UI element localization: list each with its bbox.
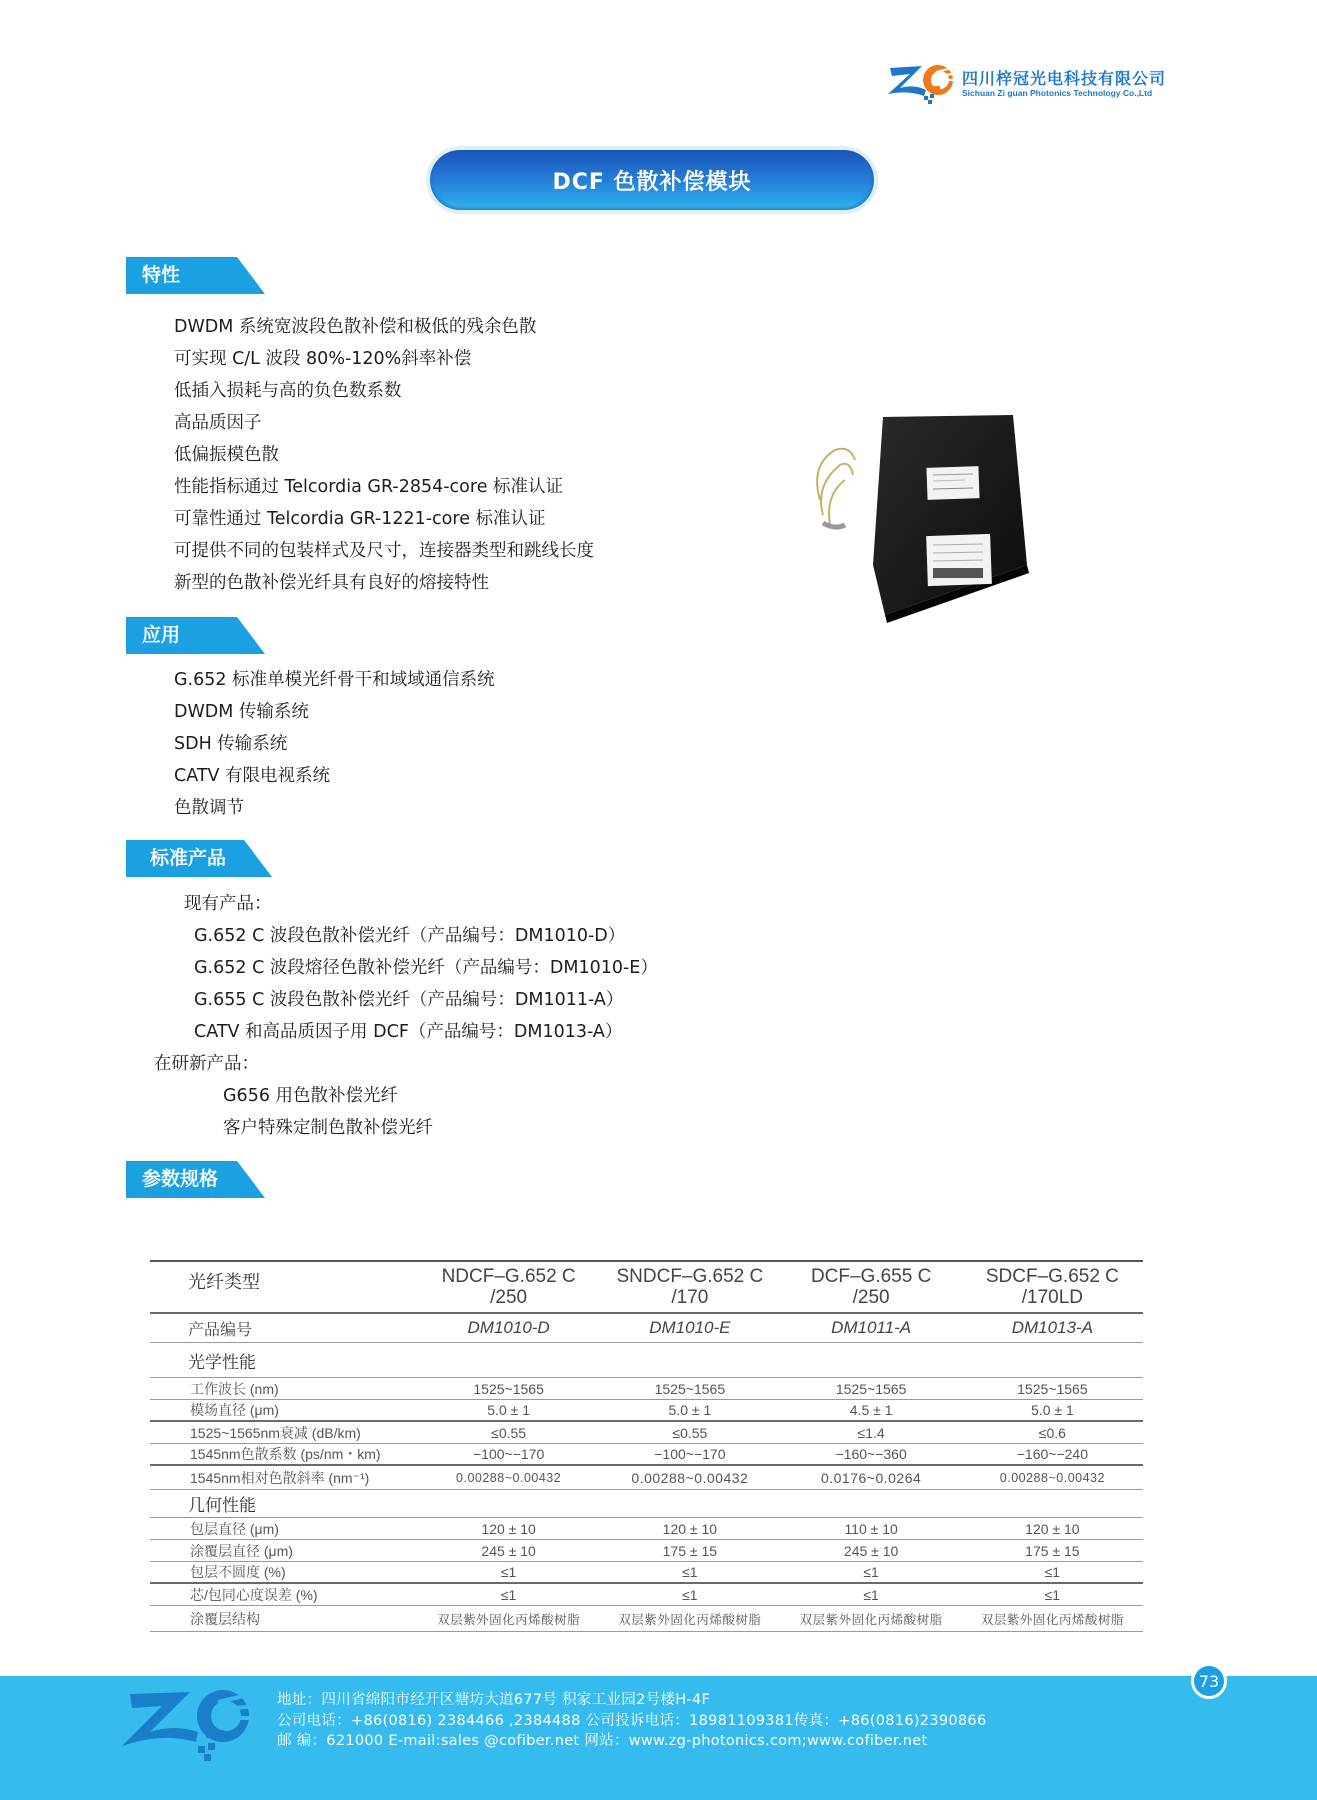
page-title-banner xyxy=(426,146,878,214)
list-item: 可靠性通过 Telcordia GR-1221-core 标准认证 xyxy=(174,509,546,529)
contact-info xyxy=(277,1690,986,1752)
list-item: 高品质因子 xyxy=(174,413,262,433)
table-row: 模场直径 (μm) 5.0 ± 1 5.0 ± 1 4.5 ± 1 5.0 ± 1 xyxy=(150,1400,1143,1422)
table-row: 涂覆层结构 双层紫外固化丙烯酸树脂 双层紫外固化丙烯酸树脂 双层紫外固化丙烯酸树脂 双层紫外固化丙烯酸树脂 xyxy=(150,1606,1143,1632)
list-item: 可实现 C/L 波段 80%-120%斜率补偿 xyxy=(174,349,472,369)
table-header-row xyxy=(150,1262,1143,1314)
list-item: G.652 标准单模光纤骨干和域域通信系统 xyxy=(174,670,495,690)
zg-footer-logo-icon xyxy=(118,1686,258,1766)
address-text: 地址：四川省绵阳市经开区塘坊大道677号 积家工业园2号楼H-4F xyxy=(277,1692,711,1708)
page-number-badge: 73 xyxy=(1191,1663,1227,1699)
list-item: G.652 C 波段熔径色散补偿光纤（产品编号：DM1010-E） xyxy=(194,958,658,978)
list-item: 客户特殊定制色散补偿光纤 xyxy=(223,1118,433,1138)
phone-text: 公司电话：+86(0816) 2384466 ,2384488 公司投诉电话：18981109381传真：+86(0816)2390866 xyxy=(277,1712,987,1729)
column-header: SDCF–G.652 C /170LD xyxy=(985,1266,1119,1308)
page-footer xyxy=(0,1676,1317,1800)
table-row: 1525~1565nm衰减 (dB/km) ≤0.55 ≤0.55 ≤1.4 ≤0.6 xyxy=(150,1422,1143,1444)
table-group-row: 光学性能 xyxy=(150,1343,1143,1378)
company-logo xyxy=(886,58,1226,108)
list-item: 新型的色散补偿光纤具有良好的熔接特性 xyxy=(174,573,489,593)
section-header-standard-products: 标准产品 xyxy=(126,840,226,877)
table-row: 包层直径 (μm) 120 ± 10 120 ± 10 110 ± 10 120 ± 10 xyxy=(150,1518,1143,1540)
table-group-row: 几何性能 xyxy=(150,1490,1143,1518)
table-row: 包层不圆度 (%) ≤1 ≤1 ≤1 ≤1 xyxy=(150,1562,1143,1584)
section-header-specs: 参数规格 xyxy=(126,1161,218,1198)
postal-email-website-text: 邮 编：621000 E-mail:sales @cofiber.net 网站：www.zg-photonics.com;www.cofiber.net xyxy=(277,1733,928,1749)
features-list xyxy=(174,311,594,599)
table-row: 产品编号 DM1010-D DM1010-E DM1011-A DM1013-A xyxy=(150,1314,1143,1343)
column-header-label: 光纤类型 xyxy=(188,1272,260,1292)
list-item: 可提供不同的包装样式及尺寸，连接器类型和跳线长度 xyxy=(174,541,594,561)
dev-products-label: 在研新产品： xyxy=(154,1054,259,1074)
zg-logo-icon xyxy=(886,60,956,104)
table-row: 1545nm色散系数 (ps/nm・km) −100~−170 −100~−170 −160~−360 −160~−240 xyxy=(150,1444,1143,1466)
company-name-cn: 四川梓冠光电科技有限公司 xyxy=(962,69,1167,88)
table-row: 芯/包同心度误差 (%) ≤1 ≤1 ≤1 ≤1 xyxy=(150,1584,1143,1606)
list-item: DWDM 系统宽波段色散补偿和极低的残余色散 xyxy=(174,317,537,337)
list-item: 性能指标通过 Telcordia GR-2854-core 标准认证 xyxy=(174,477,564,497)
column-header: SNDCF–G.652 C /170 xyxy=(616,1266,764,1308)
list-item: SDH 传输系统 xyxy=(174,734,288,754)
section-header-applications: 应用 xyxy=(126,617,180,654)
list-item: CATV 和高品质因子用 DCF（产品编号：DM1013-A） xyxy=(194,1022,623,1042)
applications-list xyxy=(174,664,495,824)
page-title: DCF 色散补偿模块 xyxy=(430,150,874,210)
table-row: 1545nm相对色散斜率 (nm⁻¹) 0.00288~0.00432 0.00288~0.00432 0.0176~0.0264 0.00288~0.00432 xyxy=(150,1466,1143,1490)
current-products-list xyxy=(194,920,658,1048)
column-header: NDCF–G.652 C /250 xyxy=(441,1266,576,1308)
product-photo xyxy=(815,405,1065,625)
dev-products-list xyxy=(223,1080,433,1144)
list-item: CATV 有限电视系统 xyxy=(174,766,331,786)
list-item: G.655 C 波段色散补偿光纤（产品编号：DM1011-A） xyxy=(194,990,624,1010)
table-row: 工作波长 (nm) 1525~1565 1525~1565 1525~1565 1525~1565 xyxy=(150,1378,1143,1400)
column-header: DCF–G.655 C /250 xyxy=(810,1266,932,1308)
list-item: G.652 C 波段色散补偿光纤（产品编号：DM1010-D） xyxy=(194,926,626,946)
list-item: DWDM 传输系统 xyxy=(174,702,309,722)
company-name-en: Sichuan Zi guan Photonics Technology Co.,Ltd xyxy=(962,88,1153,98)
list-item: G656 用色散补偿光纤 xyxy=(223,1086,399,1106)
table-row: 涂覆层直径 (μm) 245 ± 10 175 ± 15 245 ± 10 175 ± 15 xyxy=(150,1540,1143,1562)
current-products-label: 现有产品： xyxy=(184,894,272,914)
list-item: 色散调节 xyxy=(174,798,244,818)
list-item: 低偏振模色散 xyxy=(174,445,279,465)
section-header-features: 特性 xyxy=(126,257,180,294)
list-item: 低插入损耗与高的负色数系数 xyxy=(174,381,402,401)
spec-table xyxy=(150,1260,1143,1632)
